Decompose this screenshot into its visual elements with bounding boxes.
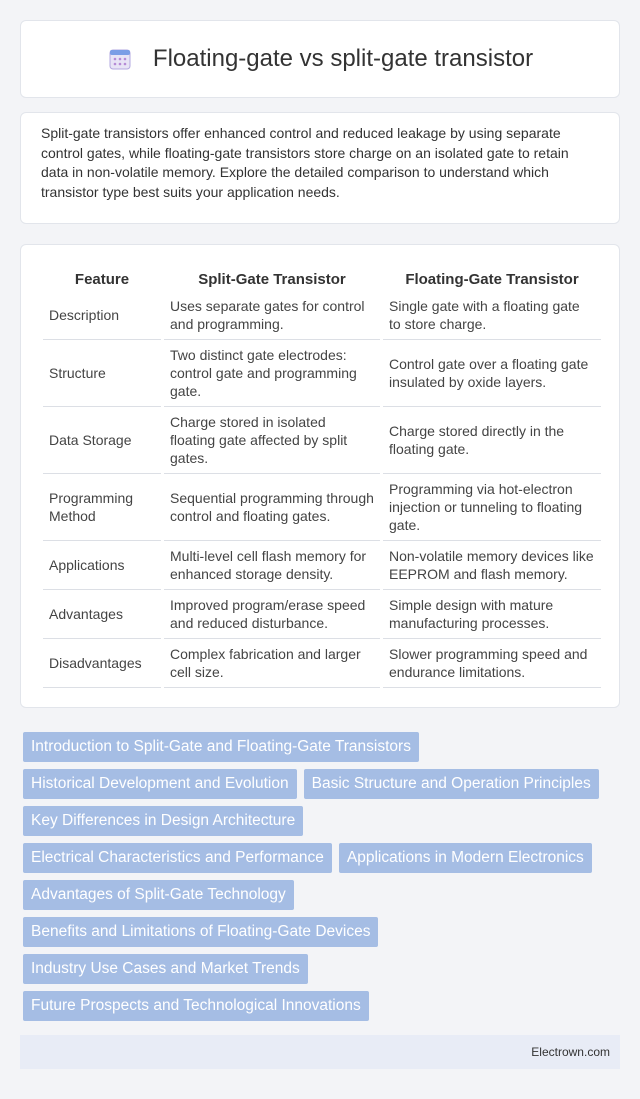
header-card (20, 20, 620, 98)
table-cell: Two distinct gate electrodes: control gate and programming gate. (164, 340, 380, 407)
tag-row (23, 806, 623, 836)
table-cell: Control gate over a floating gate insulated by oxide layers. (383, 340, 601, 407)
table-cell: Structure (43, 340, 161, 407)
table-cell: Uses separate gates for control and programming. (164, 291, 380, 340)
table-row (43, 541, 601, 590)
table-cell: Advantages (43, 590, 161, 639)
table-row (43, 639, 601, 688)
topic-tag-link[interactable]: Advantages of Split-Gate Technology (23, 880, 294, 910)
table-row (43, 407, 601, 474)
tag-row (23, 991, 623, 1021)
topic-tag-link[interactable]: Introduction to Split-Gate and Floating-Gate Transistors (23, 732, 419, 762)
intro-text: Split-gate transistors offer enhanced control and reduced leakage by using separate control gates, while floating-gate transistors store charge on an isolated gate to retain data in non-volatile memory. Explore the detailed comparison to understand which transistor type best suits your application needs. (41, 125, 569, 200)
topic-tag-link[interactable]: Applications in Modern Electronics (339, 843, 592, 873)
table-cell: Sequential programming through control and floating gates. (164, 474, 380, 541)
calendar-icon (107, 46, 133, 72)
table-cell: Applications (43, 541, 161, 590)
column-header: Split-Gate Transistor (198, 271, 346, 288)
tag-row (23, 769, 623, 799)
table-row (43, 291, 601, 340)
topic-tag-link[interactable]: Electrical Characteristics and Performance (23, 843, 332, 873)
table-cell: Charge stored directly in the floating gate. (383, 407, 601, 474)
table-cell: Single gate with a floating gate to store charge. (383, 291, 601, 340)
table-cell: Programming Method (43, 474, 161, 541)
tag-row (23, 954, 623, 984)
topic-tag-link[interactable]: Future Prospects and Technological Innovations (23, 991, 369, 1021)
column-header: Feature (74, 271, 130, 288)
topic-tags (23, 732, 623, 1028)
table-cell: Programming via hot-electron injection or tunneling to floating gate. (383, 474, 601, 541)
footer (20, 1035, 620, 1069)
table-cell: Disadvantages (43, 639, 161, 688)
table-cell: Charge stored in isolated floating gate affected by split gates. (164, 407, 380, 474)
table-row (43, 474, 601, 541)
topic-tag-link[interactable]: Basic Structure and Operation Principles (304, 769, 599, 799)
topic-tag-link[interactable]: Industry Use Cases and Market Trends (23, 954, 308, 984)
tag-row (23, 732, 623, 762)
topic-tag-link[interactable]: Benefits and Limitations of Floating-Gate Devices (23, 917, 378, 947)
topic-tag-link[interactable]: Historical Development and Evolution (23, 769, 297, 799)
table-cell: Data Storage (43, 407, 161, 474)
comparison-table-card (20, 244, 620, 708)
intro-card (20, 112, 620, 224)
table-cell: Description (43, 291, 161, 340)
footer-site-name[interactable]: Electrown.com (531, 1045, 610, 1059)
tag-row (23, 880, 623, 910)
table-row (43, 340, 601, 407)
table-cell: Improved program/erase speed and reduced disturbance. (164, 590, 380, 639)
table-cell: Slower programming speed and endurance limitations. (383, 639, 601, 688)
table-header-row (43, 265, 601, 291)
table-cell: Non-volatile memory devices like EEPROM and flash memory. (383, 541, 601, 590)
table-cell: Simple design with mature manufacturing processes. (383, 590, 601, 639)
tag-row (23, 917, 623, 947)
tag-row (23, 843, 623, 873)
comparison-table (40, 265, 604, 688)
table-cell: Complex fabrication and larger cell size. (164, 639, 380, 688)
topic-tag-link[interactable]: Key Differences in Design Architecture (23, 806, 303, 836)
page-title: Floating-gate vs split-gate transistor (152, 45, 534, 72)
table-cell: Multi-level cell flash memory for enhanced storage density. (164, 541, 380, 590)
table-row (43, 590, 601, 639)
column-header: Floating-Gate Transistor (405, 271, 579, 288)
